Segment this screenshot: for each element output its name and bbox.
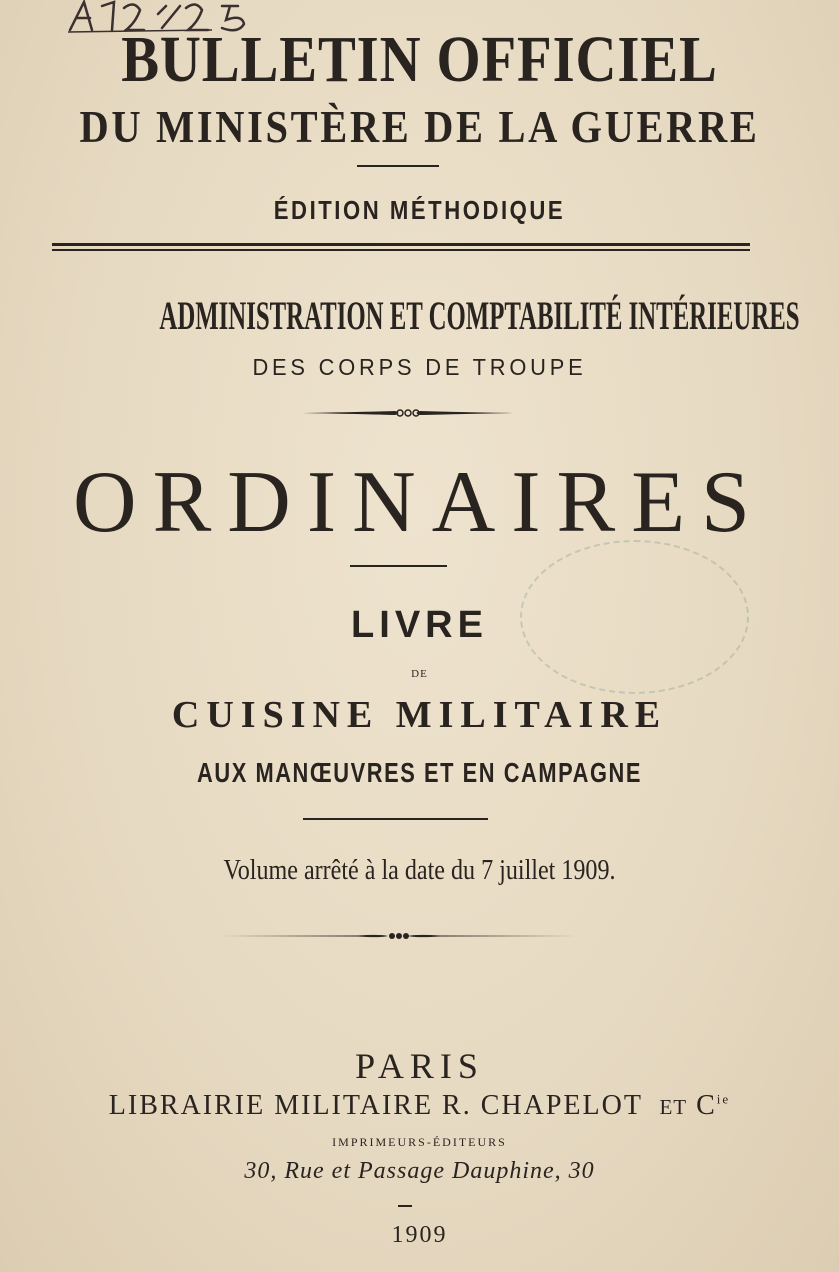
cuisine-title: CUISINE MILITAIRE [171,694,668,736]
de-label: DE [411,668,428,680]
volume-note: Volume arrêté à la date du 7 juillet 1909. [223,855,616,886]
publisher-name-line [0,1090,839,1122]
ornament-divider [300,405,515,421]
section-line-2: DES CORPS DE TROUPE [252,354,587,380]
publication-year: 1909 [391,1222,448,1248]
publisher-role: IMPRIMEURS-ÉDITEURS [332,1135,507,1149]
book-subtitle: AUX MANŒUVRES ET EN CAMPAGNE [197,757,642,788]
publisher-cie: C [696,1090,717,1121]
publisher-name: LIBRAIRIE MILITAIRE R. CHAPELOT [108,1090,643,1121]
double-rule-bottom [52,249,750,251]
ministry-subtitle: DU MINISTÈRE DE LA GUERRE [79,101,760,152]
publisher-address: 30, Rue et Passage Dauphine, 30 [244,1158,595,1184]
ornament-divider-lower [218,928,578,944]
title-underline [350,565,447,567]
publisher-city: PARIS [355,1046,484,1086]
bulletin-title: BULLETIN OFFICIEL [121,23,718,96]
short-divider [357,165,439,167]
subtitle-underline [303,818,488,820]
main-title: ORDINAIRES [73,454,766,551]
section-line-1: ADMINISTRATION ET COMPTABILITÉ INTÉRIEURES [159,293,800,338]
year-dash [398,1205,412,1207]
edition-label: ÉDITION MÉTHODIQUE [273,195,566,225]
publisher-et: ET [659,1095,688,1119]
double-rule-top [52,243,750,246]
publisher-cie-sup: ie [716,1091,731,1107]
livre-label: LIVRE [351,604,488,646]
